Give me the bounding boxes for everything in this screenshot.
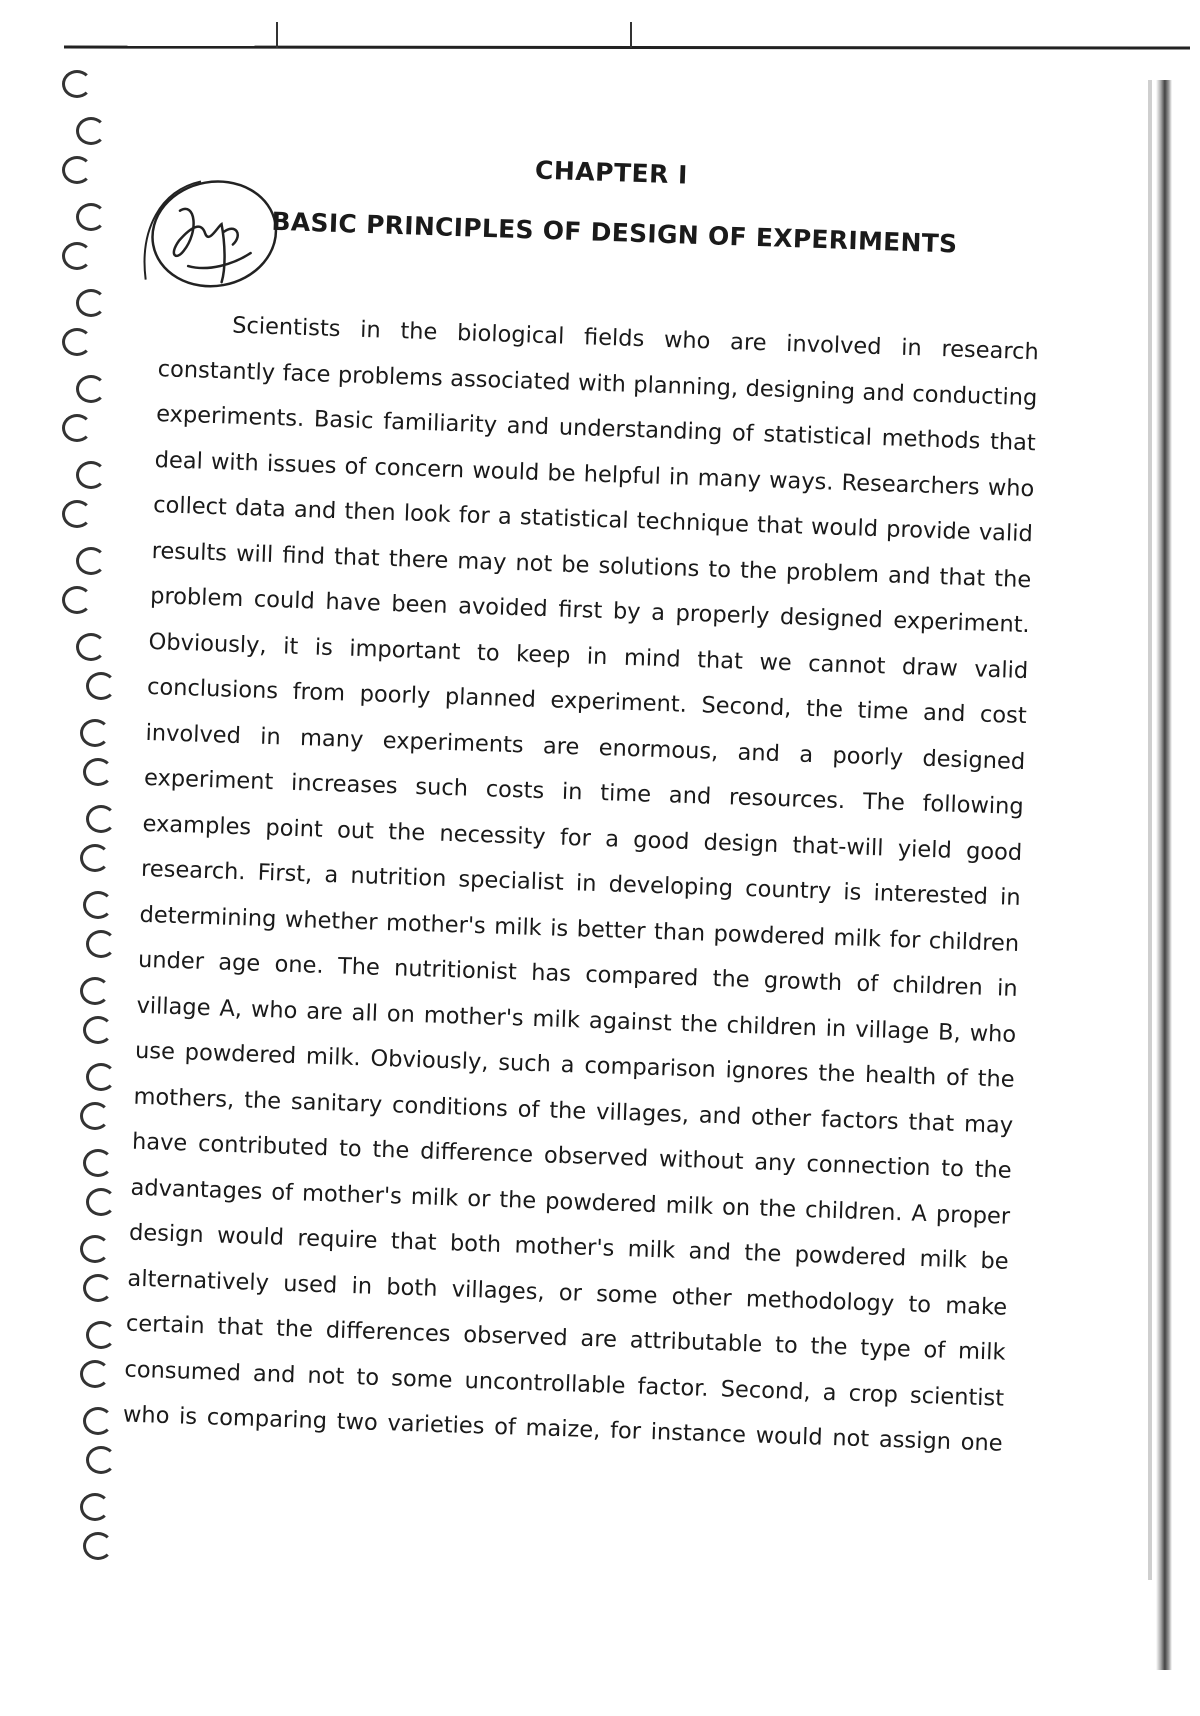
body-line: collect data and then look for a statistical technique that would provide valid — [152, 492, 1034, 548]
body-line: deal with issues of concern would be helpful in many ways. Researchers who — [154, 446, 1035, 502]
body-line: under age one. The nutritionist has compared the growth of children in — [137, 946, 1019, 1002]
body-line: results will find that there may not be solutions to the problem and that the — [151, 537, 1032, 593]
body-line: experiments. Basic familiarity and understanding of statistical methods that — [155, 401, 1037, 457]
body-line: examples point out the necessity for a good design that-will yield good — [142, 810, 1023, 866]
body-line: constantly face problems associated with planning, designing and conducting — [157, 355, 1038, 411]
body-line: have contributed to the difference observed without any connection to the — [131, 1128, 1013, 1184]
body-paragraph — [122, 301, 1039, 1467]
body-line: who is comparing two varieties of maize, for instance would not assign one — [122, 1401, 1003, 1457]
handwritten-signature — [137, 169, 291, 304]
body-line: certain that the differences observed are attributable to the type of milk — [125, 1310, 1006, 1366]
body-line: experiment increases such costs in time and resources. The following — [143, 764, 1025, 821]
chapter-heading: CHAPTER I — [534, 155, 689, 190]
body-line: mothers, the sanitary conditions of the villages, and other factors that may — [133, 1083, 1014, 1139]
body-line: village A, who are all on mother's milk against the children in village B, who — [136, 992, 1017, 1048]
body-line: consumed and not to some uncontrollable factor. Second, a crop scientist — [124, 1356, 1005, 1412]
body-line: conclusions from poorly planned experiment. Second, the time and cost — [146, 673, 1028, 730]
body-line: involved in many experiments are enormous, and a poorly designed — [145, 719, 1026, 775]
body-line: determining whether mother's milk is better than powdered milk for children — [139, 901, 1020, 957]
body-line: use powdered milk. Obviously, such a comparison ignores the health of the — [134, 1037, 1016, 1093]
body-line: Scientists in the biological fields who are involved in research — [231, 312, 1040, 366]
body-line: advantages of mother's milk or the powdered milk on the children. A proper — [130, 1174, 1011, 1230]
body-line: problem could have been avoided first by a properly designed experiment. — [149, 582, 1031, 639]
body-line: research. First, a nutrition specialist in developing country is interested in — [140, 855, 1022, 911]
body-line: design would require that both mother's milk and the powdered milk be — [128, 1219, 1010, 1275]
body-line: alternatively used in both villages, or some other methodology to make — [127, 1265, 1008, 1321]
main-title: BASIC PRINCIPLES OF DESIGN OF EXPERIMENTS — [271, 206, 958, 259]
body-line: Obviously, it is important to keep in mind that we cannot draw valid — [148, 628, 1029, 684]
